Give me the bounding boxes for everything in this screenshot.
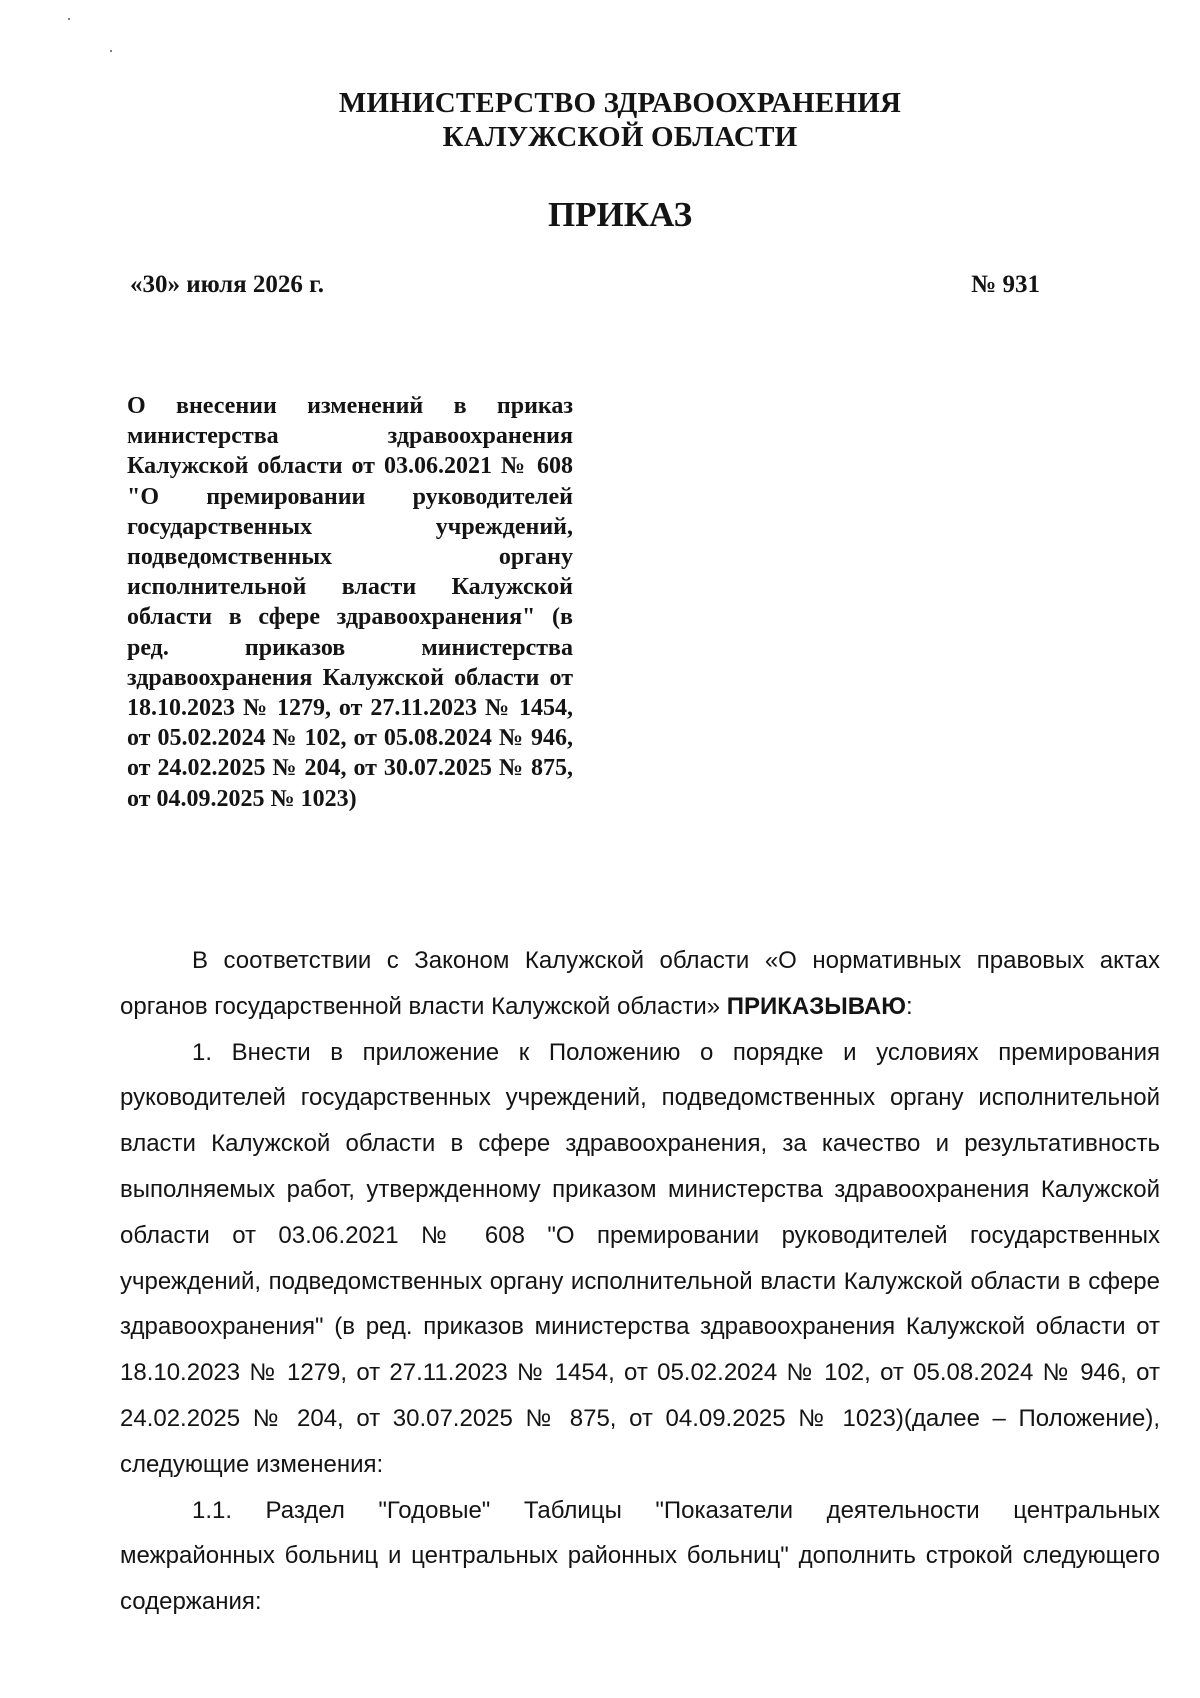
order-word: ПРИКАЗЫВАЮ	[726, 992, 907, 1020]
preamble-paragraph	[120, 938, 1160, 1030]
document-type: ПРИКАЗ	[547, 195, 693, 234]
item-1-paragraph: 1. Внести в приложение к Положению о порядке и условиях премирования руководителей государственных учреждений, подведомственных органу исполнительной власти Калужской области в сфере здравоохранения, за качество и результативность выполняемых работ, утвержденному приказом министерства здравоохранения Калужской области от 03.06.2021 № 608 "О премировании руководителей государственных учреждений, подведомственных органу исполнительной власти Калужской области в сфере здравоохранения" (в ред. приказов министерства здравоохранения Калужской области от 18.10.2023 № 1279, от 27.11.2023 № 1454, от 05.02.2024 № 102, от 05.08.2024 № 946, от 24.02.2025 № 204, от 30.07.2025 № 875, от 04.09.2025 № 1023)(далее – Положение), следующие изменения:	[120, 1038, 1160, 1478]
document-date: «30» июля 2026 г.	[130, 271, 324, 298]
ministry-header	[0, 86, 1200, 154]
order-colon: :	[906, 992, 913, 1020]
scan-speck	[110, 50, 112, 52]
scan-speck	[68, 18, 70, 20]
document-body	[120, 938, 1160, 1625]
document-number: № 931	[971, 271, 1040, 298]
preamble-text: В соответствии с Законом Калужской области «О нормативных правовых актах органов государственной власти Калужской области»	[120, 947, 1160, 1020]
ministry-name-line1: МИНИСТЕРСТВО ЗДРАВООХРАНЕНИЯ	[338, 87, 902, 119]
item-1-1-paragraph: 1.1. Раздел "Годовые" Таблицы "Показатели деятельности центральных межрайонных больниц и центральных районных больниц" дополнить строкой следующего содержания:	[120, 1496, 1160, 1616]
document-subject: О внесении изменений в приказ министерства здравоохранения Калужской области от 03.06.2021 № 608 "О премировании руководителей государственных учреждений, подведомственных органу исполнительной власти Калужской области в сфере здравоохранения" (в ред. приказов министерства здравоохранения Калужской области от 18.10.2023 № 1279, от 27.11.2023 № 1454, от 05.02.2024 № 102, от 05.08.2024 № 946, от 24.02.2025 № 204, от 30.07.2025 № 875, от 04.09.2025 № 1023)	[127, 393, 573, 812]
ministry-name-line2: КАЛУЖСКОЙ ОБЛАСТИ	[442, 121, 798, 153]
